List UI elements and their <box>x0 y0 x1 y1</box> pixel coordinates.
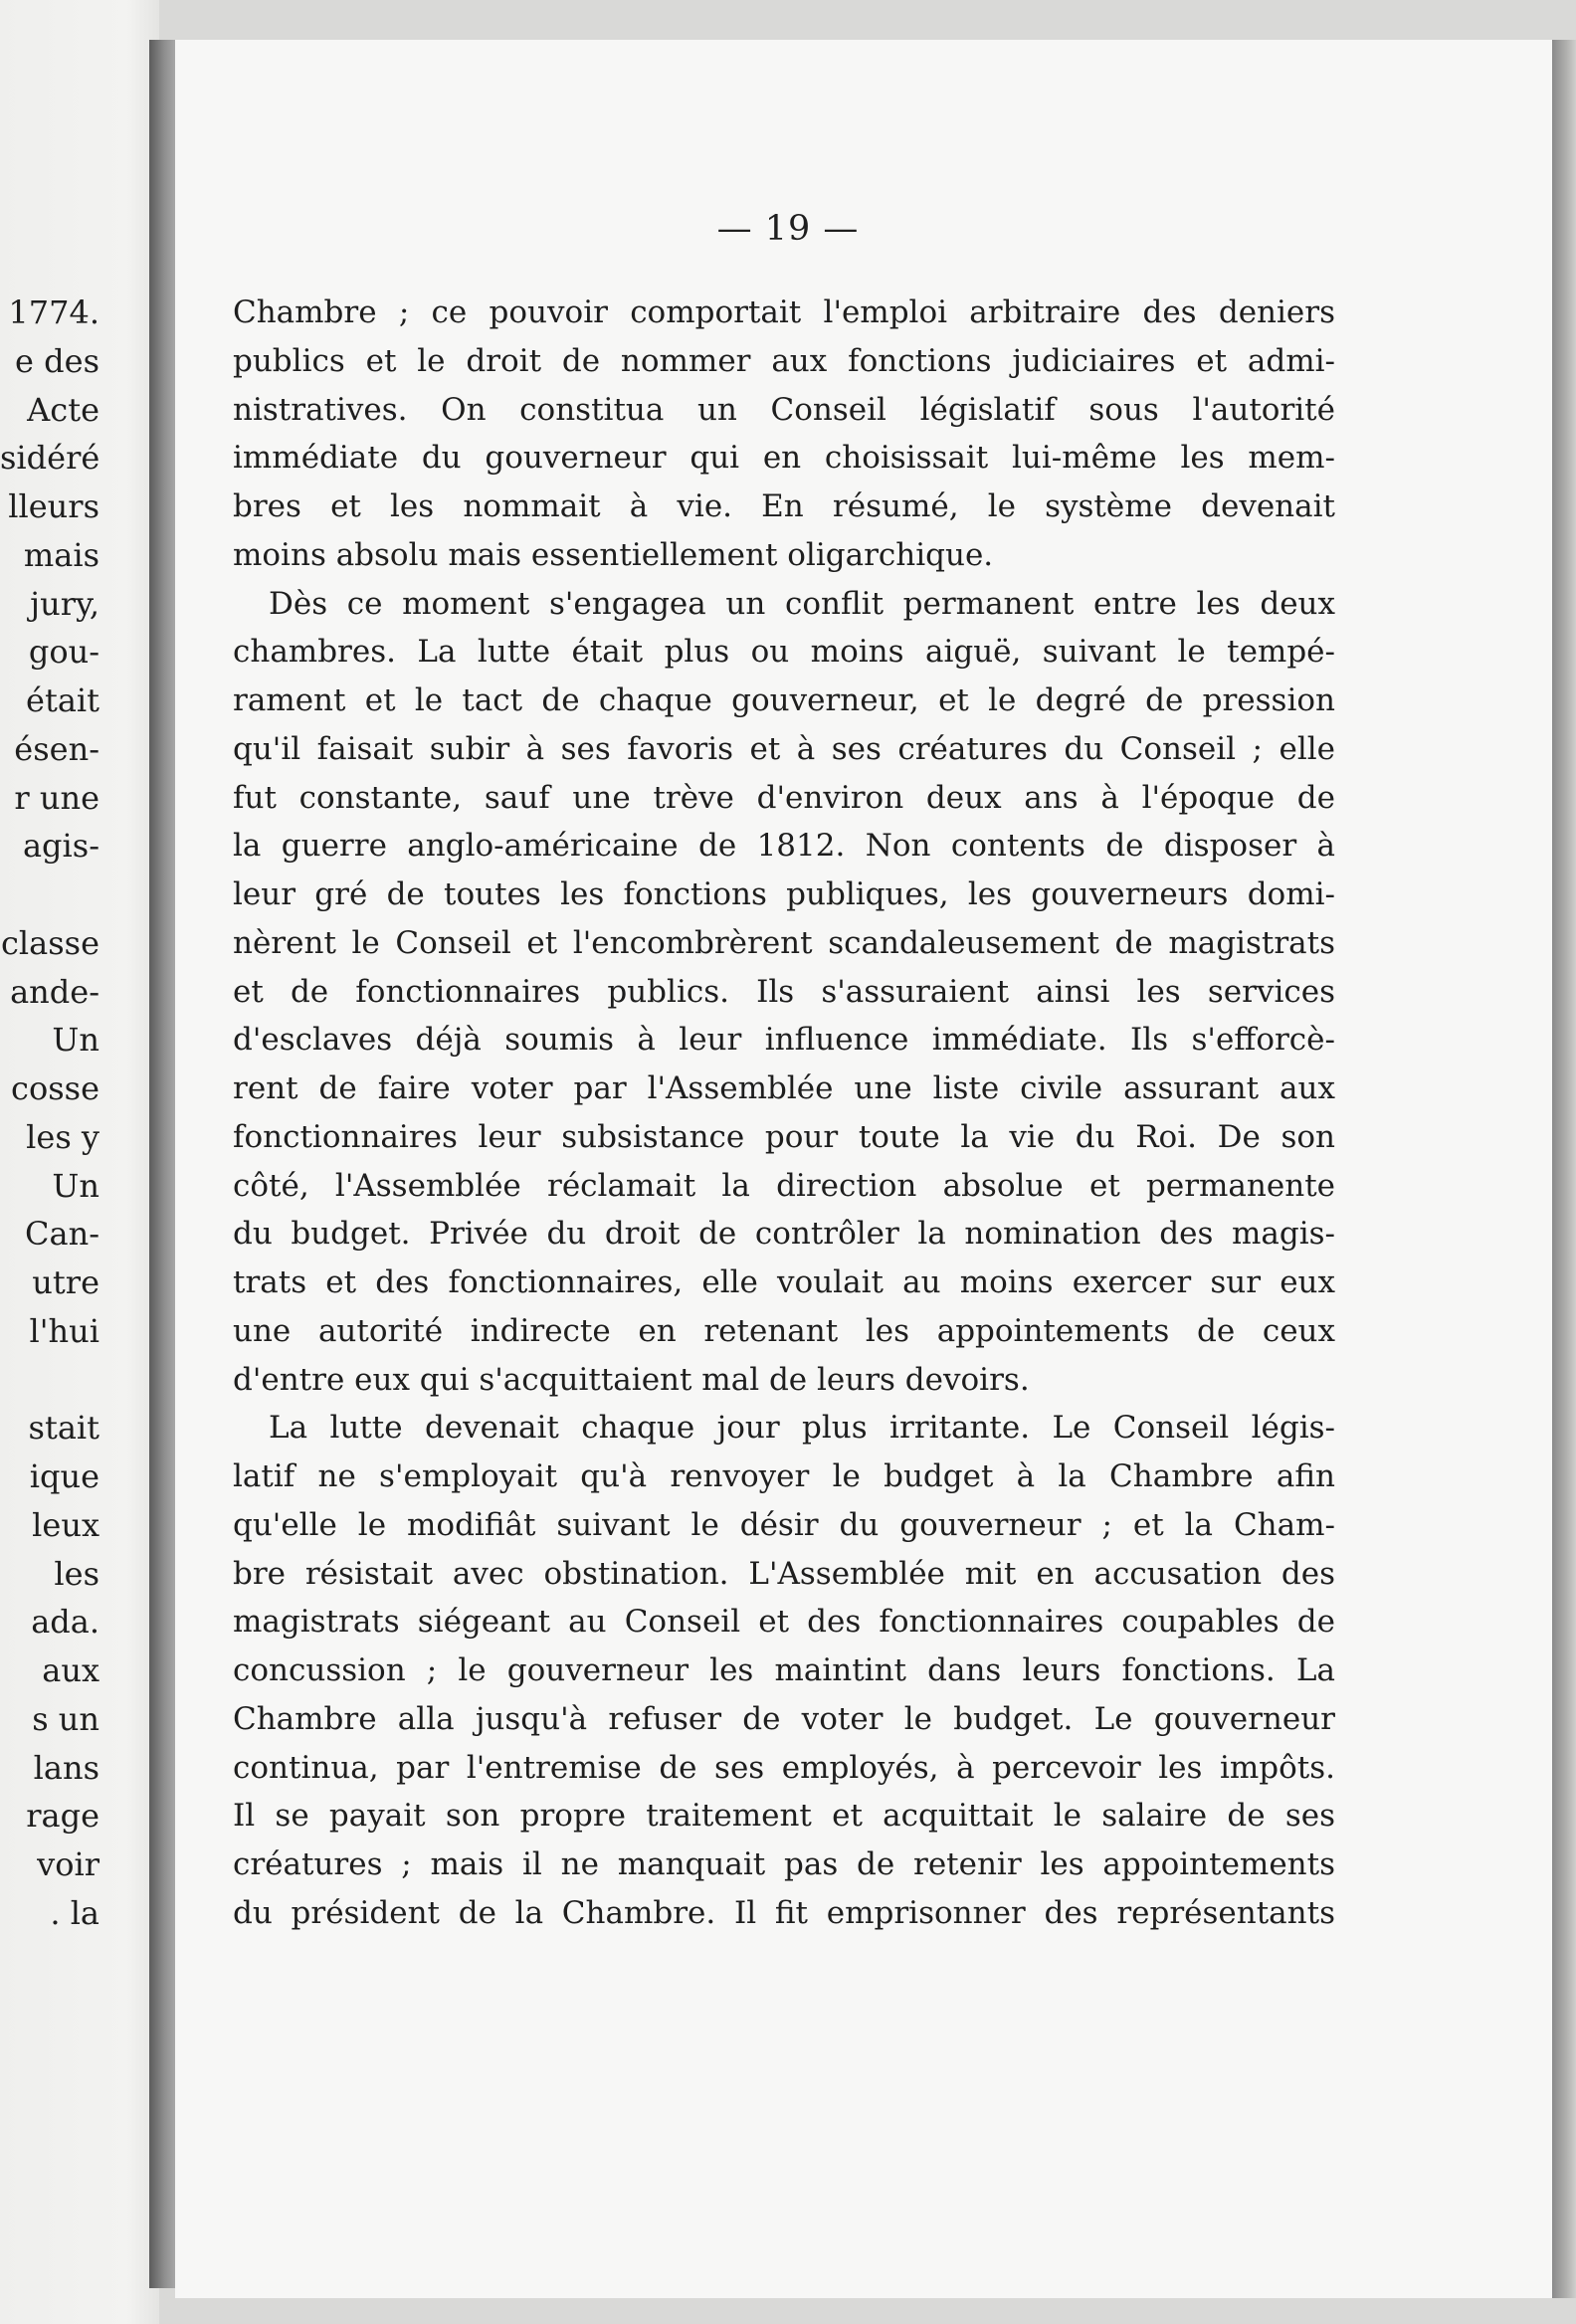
text-line: Chambre ; ce pouvoir comportait l'emploi arbitraire des deniers <box>233 294 1335 330</box>
text-line: du budget. Privée du droit de contrôler la nomination des magis- <box>233 1216 1335 1253</box>
text-line: chambres. La lutte était plus ou moins aiguë, suivant le tempé- <box>233 634 1335 671</box>
text-line: créatures ; mais il ne manquait pas de retenir les appointements <box>233 1846 1335 1882</box>
left-fragment: r une <box>14 778 99 817</box>
left-fragment: stait <box>28 1409 99 1448</box>
left-fragment: 1774. <box>8 293 99 331</box>
text-line: publics et le droit de nommer aux fonctions judiciaires et admi- <box>233 342 1335 379</box>
text-line: qu'il faisait subir à ses favoris et à ses créatures du Conseil ; elle <box>233 730 1335 767</box>
left-fragment: les <box>54 1554 99 1593</box>
text-line: bre résistait avec obstination. L'Assemblée mit en accusation des <box>233 1555 1335 1592</box>
text-line: rament et le tact de chaque gouverneur, et le degré de pression <box>233 682 1335 718</box>
text-line: moins absolu mais essentiellement oligarchique. <box>233 536 994 573</box>
left-fragment: Can- <box>25 1215 99 1254</box>
left-fragment: utre <box>32 1263 99 1301</box>
text-line: d'entre eux qui s'acquittaient mal de leurs devoirs. <box>233 1361 1030 1398</box>
left-fragment: l'hui <box>29 1311 99 1350</box>
text-line: Il se payait son propre traitement et acquittait le salaire de ses <box>233 1798 1335 1835</box>
text-line: latif ne s'employait qu'à renvoyer le budget à la Chambre afin <box>233 1458 1335 1494</box>
left-fragment: Un <box>52 1166 99 1205</box>
text-line: nèrent le Conseil et l'encombrèrent scandaleusement de magistrats <box>233 924 1335 961</box>
text-line: continua, par l'entremise de ses employés, à percevoir les impôts. <box>233 1749 1335 1786</box>
text-line: rent de faire voter par l'Assemblée une liste civile assurant aux <box>233 1070 1335 1106</box>
left-fragment: ada. <box>31 1603 99 1642</box>
text-line: côté, l'Assemblée réclamait la direction absolue et permanente <box>233 1167 1335 1204</box>
left-fragment: classe <box>0 923 99 962</box>
text-line: et de fonctionnaires publics. Ils s'assuraient ainsi les services <box>233 973 1335 1010</box>
text-line: d'esclaves déjà soumis à leur influence immédiate. Ils s'efforcè- <box>233 1022 1335 1059</box>
left-fragment: Un <box>52 1021 99 1060</box>
text-line: trats et des fonctionnaires, elle voulait au moins exercer sur eux <box>233 1264 1335 1300</box>
text-line: concussion ; le gouverneur les maintint dans leurs fonctions. La <box>233 1652 1335 1688</box>
text-line: la guerre anglo-américaine de 1812. Non contents de disposer à <box>233 828 1335 865</box>
text-line: magistrats siégeant au Conseil et des fonctionnaires coupables de <box>233 1604 1335 1641</box>
text-line: Chambre alla jusqu'à refuser de voter le budget. Le gouverneur <box>233 1700 1335 1737</box>
text-line: qu'elle le modifiât suivant le désir du gouverneur ; et la Cham- <box>233 1506 1335 1543</box>
left-fragment: mais <box>23 535 99 574</box>
left-page <box>0 0 159 2324</box>
text-line: fut constante, sauf une trève d'environ deux ans à l'époque de <box>233 779 1335 816</box>
left-fragment: s un <box>32 1699 99 1738</box>
text-line: La lutte devenait chaque jour plus irritante. Le Conseil légis- <box>269 1410 1335 1447</box>
left-fragment: sidéré <box>0 439 100 478</box>
left-fragment: voir <box>37 1845 99 1883</box>
left-fragment: rage <box>26 1797 99 1836</box>
page-edge-shadow <box>1552 40 1576 2298</box>
left-fragment: ande- <box>10 972 99 1011</box>
page-number: — 19 — <box>716 209 860 249</box>
left-fragment: lleurs <box>8 487 99 525</box>
text-line: du président de la Chambre. Il fit emprisonner des représentants <box>233 1894 1335 1931</box>
left-fragment: ique <box>29 1457 99 1495</box>
text-line: nistratives. On constitua un Conseil législatif sous l'autorité <box>233 391 1335 428</box>
left-fragment: cosse <box>11 1069 99 1107</box>
left-fragment: leux <box>32 1505 99 1544</box>
text-line: une autorité indirecte en retenant les appointements de ceux <box>233 1312 1335 1349</box>
left-fragment: lans <box>33 1748 99 1787</box>
left-fragment: était <box>26 681 99 719</box>
left-page-fragments <box>0 289 99 1938</box>
text-line: fonctionnaires leur subsistance pour toute la vie du Roi. De son <box>233 1118 1335 1155</box>
text-line: leur gré de toutes les fonctions publiques, les gouverneurs domi- <box>233 876 1335 912</box>
left-fragment: e des <box>15 341 99 380</box>
left-fragment: les y <box>26 1117 99 1156</box>
left-fragment: gou- <box>28 633 99 672</box>
left-fragment: jury, <box>30 584 99 623</box>
body-text <box>233 289 1335 1938</box>
text-line: bres et les nommait à vie. En résumé, le système devenait <box>233 488 1335 524</box>
left-fragment: agis- <box>22 827 99 866</box>
text-line: immédiate du gouverneur qui en choisissait lui-même les mem- <box>233 440 1335 477</box>
left-fragment: ésen- <box>14 729 99 768</box>
left-fragment: . la <box>50 1893 99 1932</box>
left-fragment: Acte <box>27 390 99 429</box>
left-fragment: aux <box>42 1651 99 1689</box>
text-line: Dès ce moment s'engagea un conflit permanent entre les deux <box>269 585 1335 622</box>
